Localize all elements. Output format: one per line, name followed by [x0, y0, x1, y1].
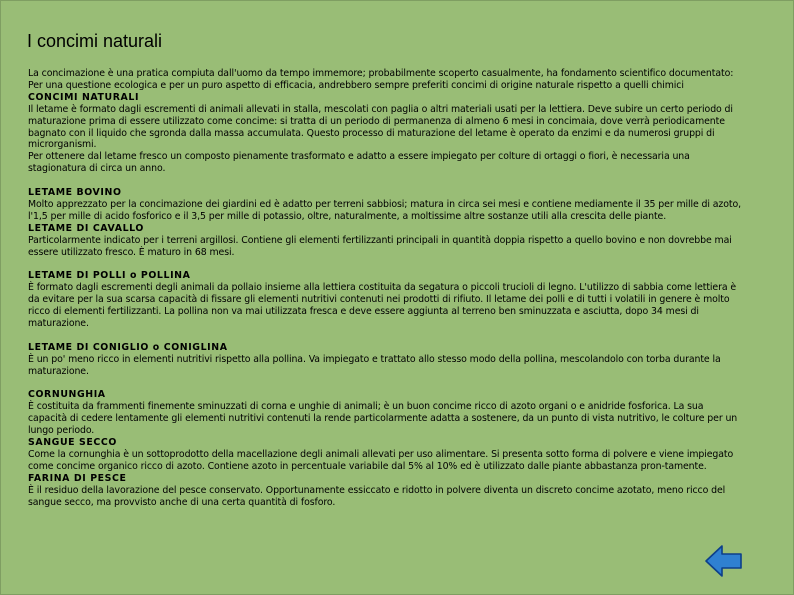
intro-paragraph: La concimazione è una pratica compiuta dall'uomo da tempo immemore; probabilmente scoperto casualmente, ha fondamento scientifico documentato: Per una questione ecologica e per un puro aspetto di efficacia, andrebbero sempre preferiti concimi di origine naturale rispetto a quelli chimici	[28, 68, 734, 91]
section-heading-letame-polli: LETAME DI POLLI o POLLINA	[28, 270, 191, 282]
section-heading-letame-coniglio: LETAME DI CONIGLIO o CONIGLINA	[28, 341, 228, 353]
conigli-block	[28, 342, 744, 378]
letame-paragraph: Il letame è formato dagli escrementi di animali allevati in stalla, mescolati con paglia o altri materiali usati per la lettiera. Deve subire un certo periodo di maturazione prima di essere utilizzato come concime: si tratta di un periodo di permanenza di almeno 6 mesi in concimaia, dove verrà periodicamente bagnato con il liquido che sgronda dalla massa accumulata. Questo processo di maturazione del letame è operato da enzimi e da numerosi gruppi di microrganismi.	[28, 103, 733, 151]
farina-pesce-text: È il residuo della lavorazione del pesce conservato. Opportunamente essiccato e ridotto in polvere diventa un discreto concime azotato, meno ricco del sangue secco, ma provvisto anche di una certa quantità di fosforo.	[28, 484, 726, 508]
stagionatura-paragraph: Per ottenere dal letame fresco un composto pienamente trasformato e adatto a essere impiegato per colture di ortaggi o fiori, è necessaria una stagionatura di circa un anno.	[28, 151, 690, 175]
slide-body	[28, 68, 744, 520]
altri-concimi-block	[28, 389, 744, 508]
letame-coniglio-text: È un po' meno ricco in elementi nutritivi rispetto alla pollina. Va impiegato e trattato allo stesso modo della pollina, mescolandolo con torba durante la maturazione.	[28, 353, 721, 377]
intro-block	[28, 68, 744, 175]
letame-bovino-text: Molto apprezzato per la concimazione dei giardini ed è adatto per terreni sabbiosi; matura in circa sei mesi e contiene mediamente il 35 per mille di azoto, l'1,5 per mille di acido fosforico e il 3,5 per mille di potassio, oltre, naturalmente, a moltissime altre sostanze utili alla crescita delle piante.	[28, 198, 741, 222]
section-heading-concimi-naturali: CONCIMI NATURALI	[28, 91, 140, 103]
section-heading-letame-bovino: LETAME BOVINO	[28, 187, 122, 199]
section-heading-cornunghia: CORNUNGHIA	[28, 389, 106, 401]
letame-polli-text: È formato dagli escrementi degli animali da pollaio insieme alla lettiera costituita da segatura o piccoli trucioli di legno. L'utilizzo di sabbia come lettiera è da evitare per la sua scarsa capacità di fissare gli elementi nutritivi contenuti nei prodotti di rifiuto. Il letame dei polli e di tutti i volatili in genere è molto ricco di elementi fertilizzanti. La pollina non va mai utilizzata fresca e deve essere aggiunta al terreno ben sminuzzata e asciutta, dopo 34 mesi di maturazione.	[28, 282, 737, 329]
cornunghia-text: È costituita da frammenti finemente sminuzzati di corna e unghie di animali; è un buon concime ricco di azoto organi o e anidride fosforica. La sua capacità di cedere lentamente gli elementi nutritivi contenuti la rende particolarmente adatta a sostenere, da un punto di vista nutritivo, le colture per un lungo periodo.	[28, 401, 738, 437]
section-heading-sangue-secco: SANGUE SECCO	[28, 437, 117, 449]
letame-cavallo-text: Particolarmente indicato per i terreni argillosi. Contiene gli elementi fertilizzanti principali in quantità doppia rispetto a quello bovino e non dovrebbe mai essere utilizzato fresco. È maturo in 68 mesi.	[28, 234, 732, 258]
section-heading-letame-cavallo: LETAME DI CAVALLO	[28, 222, 144, 234]
sangue-secco-text: Come la cornunghia è un sottoprodotto della macellazione degli animali allevati per uso alimentare. Si presenta sotto forma di polvere e viene impiegato come concime organico ricco di azoto. Contiene azoto in percentuale variabile dal 5% al 10% ed è utilizzato dalle piante abbastanza pron-tamente.	[28, 448, 734, 472]
section-heading-farina-pesce: FARINA DI PESCE	[28, 472, 127, 484]
polli-block	[28, 270, 744, 330]
bovino-cavallo-block	[28, 187, 744, 258]
back-button[interactable]	[705, 544, 743, 578]
page-title: I concimi naturali	[27, 31, 163, 51]
arrow-left-icon	[705, 544, 743, 578]
